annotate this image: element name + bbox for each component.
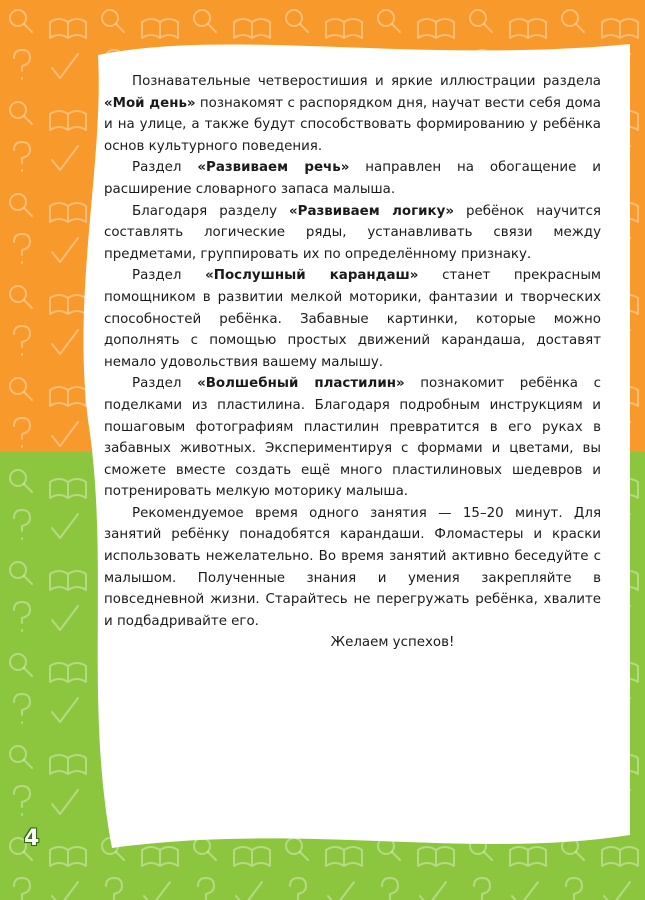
closing-wish: Желаем успехов!	[330, 635, 455, 651]
paragraph-logic: Благодаря разделу «Развиваем логику» ребёнок научится составлять логические ряды, устанавливать связи между предметами, группировать их по определённому признаку.	[104, 203, 601, 262]
section-name-logic: «Развиваем логику»	[289, 203, 454, 219]
section-name-speech: «Развиваем речь»	[197, 160, 350, 176]
paragraph-plasticine: Раздел «Волшебный пластилин» познакомит ребёнка с поделками из пластилина. Благодаря подробным инструкциям и пошаговым фотографиям пластилин превратится в его руках в забавных животных. Экспериментируя с формами и цветами, вы сможете вместе создать ещё много пластилиновых шедевров и потренировать мелкую моторику малыша.	[104, 376, 601, 500]
paragraph-speech: Раздел «Развиваем речь» направлен на обогащение и расширение словарного запаса малыша.	[104, 160, 601, 197]
text-block	[104, 71, 601, 654]
paragraph-recommendations: Рекомендуемое время одного занятия — 15–20 минут. Для занятий ребёнку понадобятся карандаши. Фломастеры и краски использовать нежелательно. Во время занятий активно беседуйте с малышом. Полученные знания и умения закрепляйте в повседневной жизни. Старайтесь не перегружать ребёнка, хвалите и подбадривайте его.	[104, 505, 601, 629]
section-name-my-day: «Мой день»	[104, 95, 196, 111]
page-number: 4	[24, 826, 40, 851]
paragraph-my-day: Познавательные четверостишия и яркие иллюстрации раздела «Мой день» познакомят с распорядком дня, научат вести себя дома и на улице, а также будут способствовать формированию у ребёнка основ культурного поведения.	[104, 74, 601, 154]
section-name-pencil: «Послушный карандаш»	[205, 268, 419, 284]
paragraph-pencil: Раздел «Послушный карандаш» станет прекрасным помощником в развитии мелкой моторики, фантазии и творческих способностей ребёнка. Забавные картинки, которые можно дополнять с помощью простых движений карандаша, доставят немало удовольствия вашему малышу.	[104, 268, 601, 370]
section-name-plasticine: «Волшебный пластилин»	[197, 376, 405, 392]
